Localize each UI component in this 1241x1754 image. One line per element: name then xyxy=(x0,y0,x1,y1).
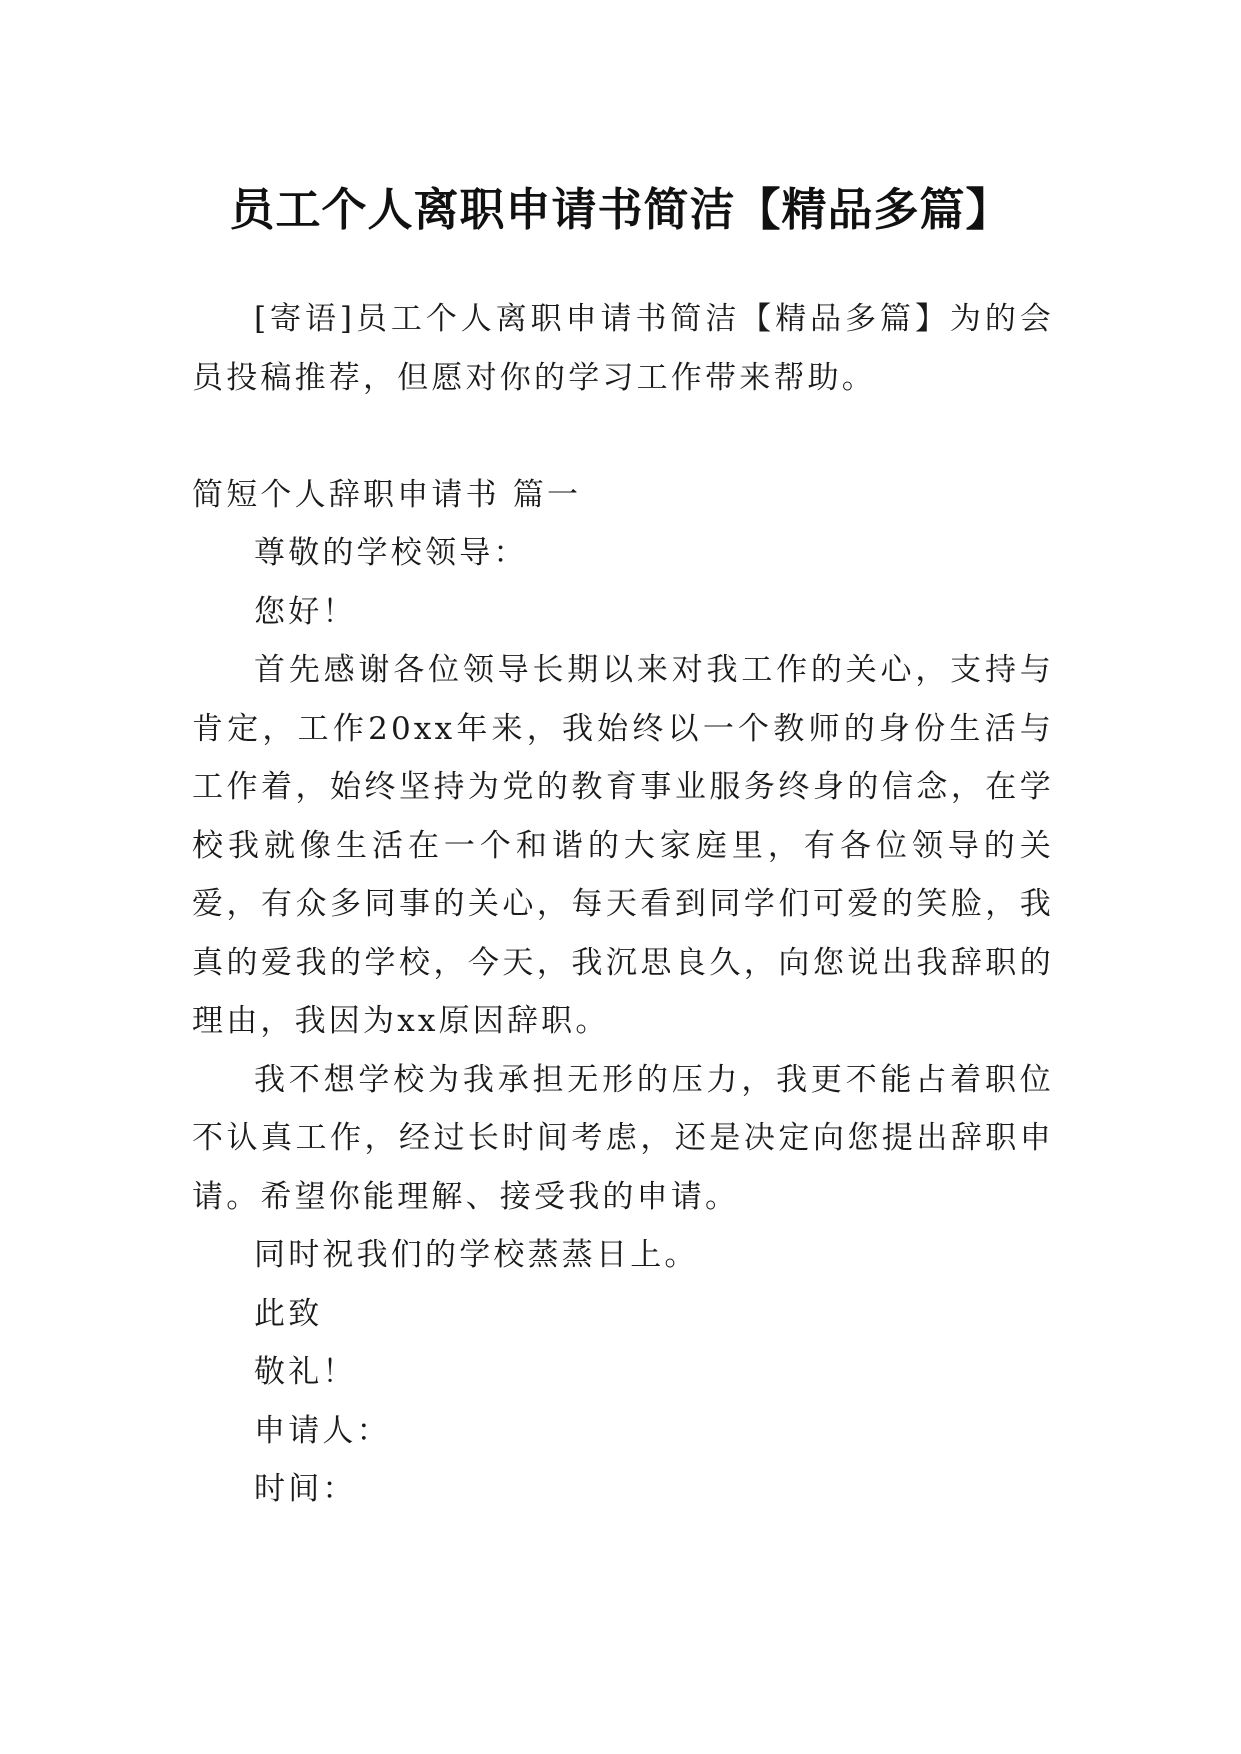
document-body xyxy=(192,290,1054,1519)
body-paragraph-1: 首先感谢各位领导长期以来对我工作的关心，支持与肯定，工作20xx年来，我始终以一个教师的身份生活与工作着，始终坚持为党的教育事业服务终身的信念，在学校我就像生活在一个和谐的大家庭里，有各位领导的关爱，有众多同事的关心，每天看到同学们可爱的笑脸，我真的爱我的学校，今天，我沉思良久，向您说出我辞职的理由，我因为xx原因辞职。 xyxy=(192,652,1054,1039)
applicant-label: 申请人： xyxy=(254,1412,391,1449)
greeting: 您好！ xyxy=(254,593,357,630)
body-paragraph-2: 我不想学校为我承担无形的压力，我更不能占着职位不认真工作，经过长时间考虑，还是决定向您提出辞职申请。希望你能理解、接受我的申请。 xyxy=(192,1061,1054,1215)
intro-paragraph: [寄语]员工个人离职申请书简洁【精品多篇】为的会员投稿推荐，但愿对你的学习工作带来帮助。 xyxy=(192,301,1054,396)
body-paragraph-3: 同时祝我们的学校蒸蒸日上。 xyxy=(254,1237,699,1273)
spacer xyxy=(192,407,1054,466)
salutation: 尊敬的学校领导： xyxy=(254,535,528,571)
document-title: 员工个人离职申请书简洁【精品多篇】 xyxy=(229,183,1012,237)
closing-line-2: 敬礼！ xyxy=(254,1354,357,1390)
closing-line-1: 此致 xyxy=(254,1295,323,1332)
section-heading: 简短个人辞职申请书 篇一 xyxy=(192,476,582,513)
date-label: 时间： xyxy=(254,1471,357,1507)
